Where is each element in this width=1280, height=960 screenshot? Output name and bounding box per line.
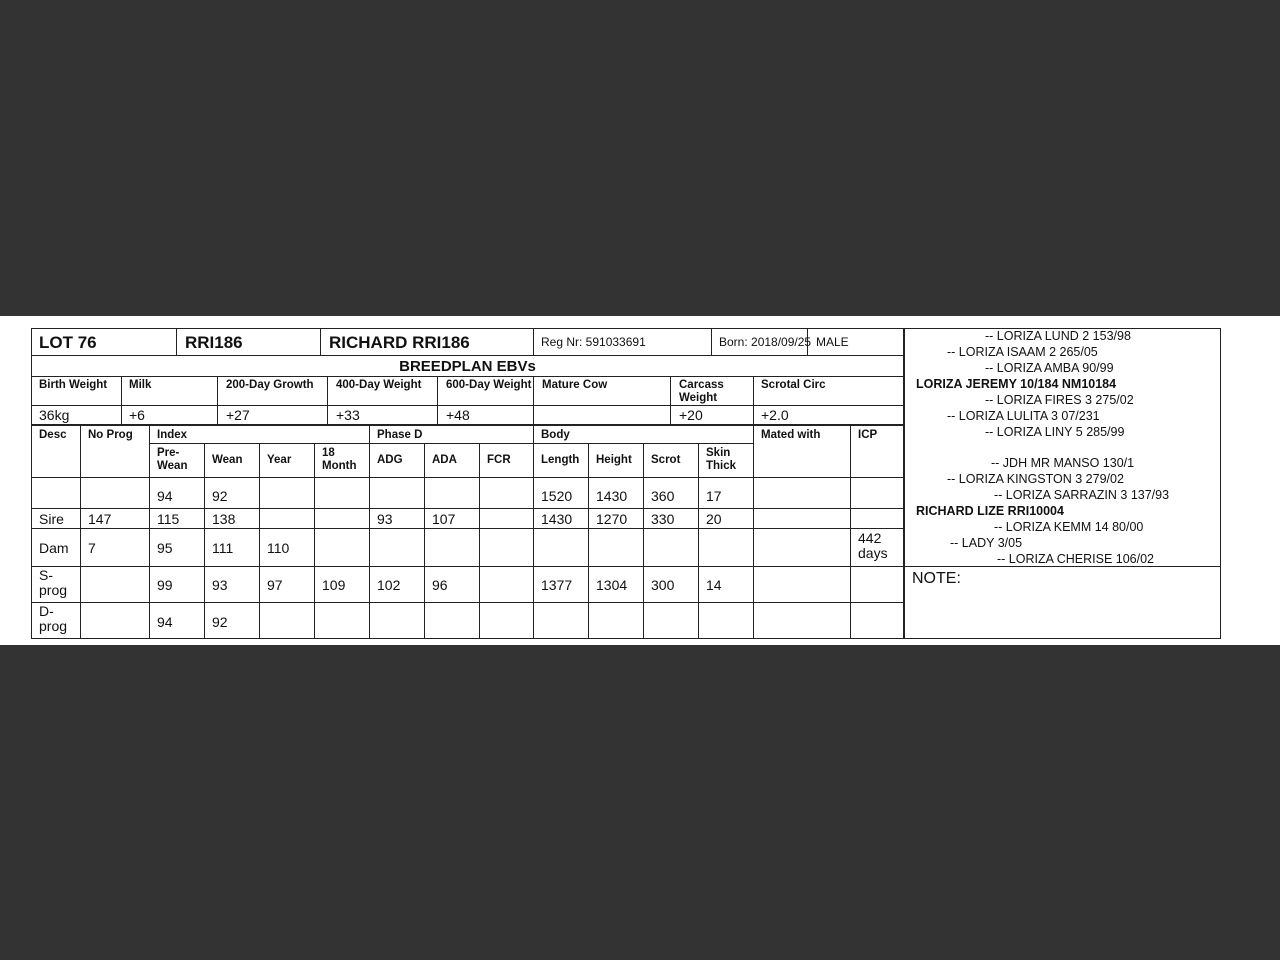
ebv-label-carcass-weight: Carcass Weight — [679, 379, 724, 404]
breedplan-title: BREEDPLAN EBVs — [399, 358, 536, 375]
ebv-value-200-day: +27 — [226, 407, 250, 423]
table-cell: S-prog — [39, 567, 68, 599]
table-cell: 7 — [88, 539, 96, 556]
animal-name: RICHARD RRI186 — [329, 333, 470, 352]
table-cell: 147 — [88, 510, 112, 527]
pedigree-entry: -- LORIZA KINGSTON 3 279/02 — [947, 472, 1124, 486]
table-cell: 442 days — [858, 530, 888, 562]
pedigree-entry: -- LORIZA LINY 5 285/99 — [985, 425, 1125, 439]
table-cell: 1520 — [541, 487, 573, 504]
ebv-value-400-day: +33 — [336, 407, 360, 423]
pedigree-main-ancestor: LORIZA JEREMY 10/184 NM10184 — [916, 377, 1117, 391]
sub-length: Length — [541, 454, 580, 466]
sub-18-month: 18 Month — [322, 447, 357, 472]
table-cell: 300 — [651, 577, 675, 593]
sub-year: Year — [267, 454, 292, 466]
table-cell: 102 — [377, 577, 401, 593]
ebv-value-carcass-weight: +20 — [679, 407, 703, 423]
pedigree-entry: -- LORIZA CHERISE 106/02 — [997, 552, 1155, 566]
table-cell: 95 — [157, 539, 173, 556]
pedigree-entry: -- LORIZA KEMM 14 80/00 — [994, 520, 1144, 534]
sub-height: Height — [596, 454, 632, 466]
table-cell: Dam — [39, 539, 69, 556]
sub-ada: ADA — [432, 454, 457, 466]
pedigree-entry: -- LORIZA LULITA 3 07/231 — [947, 409, 1100, 423]
animal-code: RRI186 — [185, 333, 243, 352]
table-cell: 110 — [267, 539, 290, 556]
ebv-label-birth-weight: Birth Weight — [39, 379, 108, 391]
sub-pre-wean: Pre-Wean — [157, 447, 188, 472]
ebv-label-600-day: 600-Day Weight — [446, 379, 532, 391]
col-no-prog: No Prog — [88, 429, 133, 441]
table-cell: 330 — [651, 510, 675, 527]
col-index: Index — [157, 429, 188, 441]
table-cell: 14 — [706, 577, 722, 593]
ebv-label-mature-cow: Mature Cow — [542, 379, 608, 391]
table-cell: 96 — [432, 577, 448, 593]
table-cell: 1270 — [596, 510, 628, 527]
pedigree-entry: -- LORIZA AMBA 90/99 — [985, 361, 1114, 375]
table-cell: 360 — [651, 487, 675, 504]
ebv-value-600-day: +48 — [446, 407, 470, 423]
table-cell: 97 — [267, 577, 283, 593]
table-cell: D-prog — [39, 603, 68, 635]
ebv-label-200-day: 200-Day Growth — [226, 379, 314, 391]
table-cell: 1377 — [541, 577, 573, 593]
pedigree-entry: -- LORIZA FIRES 3 275/02 — [985, 393, 1134, 407]
pedigree-entry: -- LORIZA SARRAZIN 3 137/93 — [994, 488, 1170, 502]
sub-fcr: FCR — [487, 454, 511, 466]
table-cell: 94 — [157, 613, 173, 630]
col-mated-with: Mated with — [761, 429, 821, 441]
table-cell: 115 — [157, 510, 180, 527]
table-cell: 109 — [322, 577, 346, 593]
ebv-value-scrotal-circ: +2.0 — [761, 407, 789, 423]
ebv-label-400-day: 400-Day Weight — [336, 379, 422, 391]
reg-number: Reg Nr: 591033691 — [541, 335, 646, 349]
table-cell: 92 — [212, 613, 228, 630]
pedigree-entry: -- LORIZA LUND 2 153/98 — [985, 329, 1131, 343]
lot-number: LOT 76 — [39, 333, 97, 352]
sub-wean: Wean — [212, 454, 243, 466]
table-cell: 92 — [212, 487, 228, 504]
sex-label: MALE — [816, 335, 849, 349]
ebv-value-milk: +6 — [129, 407, 145, 423]
col-phase-d: Phase D — [377, 429, 423, 441]
note-label: NOTE: — [912, 570, 961, 587]
table-cell: 20 — [706, 510, 722, 527]
table-cell: 93 — [377, 510, 393, 527]
pedigree-main-ancestor: RICHARD LIZE RRI10004 — [916, 504, 1064, 518]
table-cell: 1430 — [596, 487, 628, 504]
ebv-value-birth-weight: 36kg — [39, 407, 70, 423]
pedigree-entry: -- LADY 3/05 — [950, 536, 1023, 550]
born-date: Born: 2018/09/25 — [719, 335, 812, 349]
sub-scrot: Scrot — [651, 454, 681, 466]
sub-skin-thick: Skin Thick — [706, 447, 737, 472]
pedigree-entry: -- LORIZA ISAAM 2 265/05 — [947, 345, 1098, 359]
col-icp: ICP — [858, 429, 878, 441]
table-cell: 1430 — [541, 510, 573, 527]
lot-card — [0, 316, 1280, 645]
table-cell: 17 — [706, 487, 722, 504]
table-cell: 1304 — [596, 577, 628, 593]
col-body: Body — [541, 429, 570, 441]
table-cell: 138 — [212, 510, 236, 527]
table-cell: 99 — [157, 577, 173, 593]
table-cell: 107 — [432, 510, 456, 527]
table-cell: Sire — [39, 510, 64, 527]
table-cell: 111 — [212, 539, 234, 556]
table-cell: 93 — [212, 577, 228, 593]
table-cell: 94 — [157, 487, 173, 504]
col-desc: Desc — [39, 429, 67, 441]
pedigree-entry: -- JDH MR MANSO 130/1 — [991, 456, 1135, 470]
ebv-label-milk: Milk — [129, 379, 152, 391]
ebv-label-scrotal-circ: Scrotal Circ — [761, 379, 826, 391]
sub-adg: ADG — [377, 454, 403, 466]
